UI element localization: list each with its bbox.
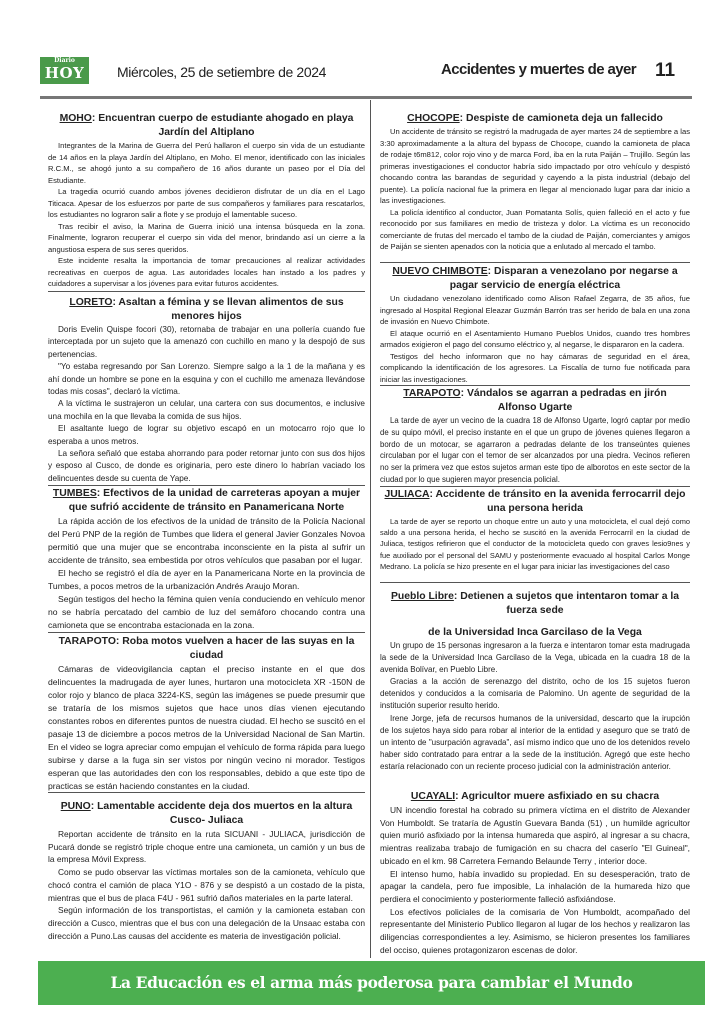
page-number: 11 bbox=[655, 60, 676, 81]
article-place: CHOCOPE bbox=[407, 113, 460, 124]
footer-banner: La Educación es el arma más poderosa para cambiar el Mundo bbox=[38, 961, 705, 1005]
article-place: TARAPOTO bbox=[403, 388, 461, 399]
article bbox=[380, 387, 690, 487]
article-paragraph: Gracias a la acción de serenazgo del distrito, ocho de los 15 sujetos fueron detenidos y conducidos a la comisaria de Palomino. Un agente de seguridad de la institución superior resulto herido. bbox=[380, 677, 690, 711]
article-paragraph: Los efectivos policiales de la comisaria de Von Humboldt, acompañado del representante del Ministerio Publico llegaron al lugar de los hechos y realizaron las diligencias correspondientes a ley. Asimismo, se hicieron presentes los familiares del occiso, quienes protagonizaron escenas de dolor. bbox=[380, 906, 690, 955]
article-place: Pueblo Libre bbox=[390, 591, 454, 602]
article-headline bbox=[380, 790, 690, 804]
article-headline bbox=[48, 296, 365, 324]
article-paragraph: La rápida acción de los efectivos de la unidad de tránsito de la Policía Nacional del Perú PNP de la región de Tumbes que lidera el general Javier Gonzales Novoa permitió que una mujer que se encontraba inconsciente en la pista al sufrir un accidente de tránsito, sea embestida por otros vehículos que pasaban por el lugar. bbox=[48, 516, 365, 565]
logo-big-text: HOY bbox=[44, 64, 85, 82]
column-tick bbox=[370, 100, 371, 108]
headline-text: : Efectivos de la unidad de carreteras apoyan a mujer que sufrió accidente de tránsito en Panamericana Norte bbox=[68, 488, 361, 513]
article-paragraph: El intenso humo, había invadido su propiedad. En su desesperación, trato de apagar la candela, pero fue imposible, La inhalación de la humareda hizo que perdiera el conocimiento y posteriormente falleció asfixiándose. bbox=[380, 868, 690, 904]
article-paragraph: La tragedia ocurrió cuando ambos jóvenes decidieron disfrutar de un día en el Lago Titicaca. Apesar de los esfuerzos por parte de sus compañeros y familiares para rescatarlos, los estudiantes no lograron salir a flote y se produjo el lamentable suceso. bbox=[48, 187, 365, 219]
article-paragraph: Testigos del hecho informaron que no hay cámaras de seguridad en el área, complicando la identificación de los agresores. La Fiscalía de turno fue notificada para iniciar las investigaciones. bbox=[380, 351, 690, 384]
headline-text: : Vándalos se agarran a pedradas en jirón Alfonso Ugarte bbox=[460, 388, 667, 413]
headline-text: : Lamentable accidente deja dos muertos en la altura Cusco- Juliaca bbox=[90, 801, 353, 826]
article-paragraph: El ataque ocurrió en el Asentamiento Humano Pueblos Unidos, cuando tres hombres armados exigieron el pago del consumo eléctrico y, al negarse, le dispararon en la cadera. bbox=[380, 328, 690, 349]
article-paragraph: "Yo estaba regresando por San Lorenzo. Siempre salgo a la 1 de la mañana y es ahí donde un hombre se pone en la esquina y con el cuchillo me amenaza llevándose todas mis cosas", declaró la víctima. bbox=[48, 362, 365, 397]
article-headline bbox=[48, 635, 365, 663]
article-headline-cont: de la Universidad Inca Garcilaso de la Vega bbox=[428, 627, 642, 638]
article-paragraph: La tarde de ayer se reporto un choque entre un auto y una motocicleta, el cual dejó como saldo a una persona herida, el hecho se suscitó en la avenida Ferrocarril en la ciudad de Juliaca, testigos refirieron que el conductor de la motocicleta quedo con graves lesio9nes y fue auxiliado por el personal del SAMU y posteriormente evacuado al hospital Carlos Monge Medrano. La policía se hizo presente en el lugar para iniciar las investigaciones del caso bbox=[380, 517, 690, 571]
article bbox=[48, 296, 365, 486]
article-paragraph: Como se pudo observar las víctimas mortales son de la camioneta, vehículo que chocó contra el camión de placa Y1O - 876 y se despistó a un costado de la pista, mientras que el bus de placa F4U - 961 sufrió daños materiales en la parte lateral. bbox=[48, 867, 365, 903]
article bbox=[48, 487, 365, 633]
issue-date: Miércoles, 25 de setiembre de 2024 bbox=[117, 64, 326, 80]
column-divider bbox=[370, 108, 371, 958]
article-headline bbox=[48, 800, 365, 828]
article-place: MOHO bbox=[59, 113, 92, 124]
article bbox=[380, 790, 690, 955]
headline-text: TARAPOTO: Roba motos vuelven a hacer de las suyas en la ciudad bbox=[58, 636, 355, 661]
article-paragraph: Tras recibir el aviso, la Marina de Guerra inició una intensa búsqueda en la zona. Finalmente, lograron recuperar el cuerpo sin vida del menor, brindando así un cierre a la angustiosa espera de sus seres queridos. bbox=[48, 221, 365, 254]
article bbox=[48, 800, 365, 952]
article-paragraph: Un accidente de tránsito se registró la madrugada de ayer martes 24 de septiembre a las 3:30 aproximadamente a la altura del bypass de Chocope, cuando la camioneta de placa de rodaje t6m812, color rojo vino y de marca Ford, iba en la ruta Paiján – Trujillo. Según las primeras investigaciones el conductor habría sido impactado por otro vehículo y despistó chocando contra las barandas de seguridad y cayendo a la pista industrial (debajo del puente). La policía nacional fue la primera en llegar al mencionado lugar para dar inicio a las investigaciones. bbox=[380, 127, 690, 205]
article-paragraph: La tarde de ayer un vecino de la cuadra 18 de Alfonso Ugarte, logró captar por medio de su quipo móvil, el preciso instante en el que un grupo de jóvenes quienes llegaron a bordo de un motocar, se agarraron a pedradas delante de los transeúntes quienes circulaban por el lugar con el temor de ser alcanzados por una piedra. Vecinos refieren no ser la primera vez que estos sujetos arman este tipo de alborotos en este sector de la ciudad por lo que sugieren mayor presencia policial. bbox=[380, 416, 690, 484]
article-paragraph: Según información de los transportistas, el camión y la camioneta estaban con dirección a Cusco, mientras que el bus con una delegación de la Unsaac estaba con dirección a Puno.Las causas del accidente es materia de investigación policial. bbox=[48, 905, 365, 941]
article-place: NUEVO CHIMBOTE bbox=[392, 266, 488, 277]
article-paragraph: El hecho se registró el día de ayer en la Panamericana Norte en la provincia de Tumbes, a pocos metros de la urbanización Andrés Araujo Moran. bbox=[48, 568, 365, 591]
article bbox=[380, 112, 690, 263]
article-paragraph: Según testigos del hecho la fémina quien venía conduciendo en vehículo menor no se habría percatado del cambio de luz del semáforo chocando contra una camioneta que se encontraba estacionada en la zona. bbox=[48, 594, 365, 630]
article-paragraph: La policía identifico al conductor, Juan Pomatanta Solís, quien falleció en el acto y fue reconocido por sus familiares en medio de tristeza y dolor. La víctima es un reconocido comerciante de frutas del mercado el tambo de la ciudad de Paiján, comerciantes y amigos de Paiján se sienten apenados con la noticia que a enlutado al mercado el tambo. bbox=[380, 207, 690, 251]
article-paragraph: Este incidente resalta la importancia de tomar precauciones al realizar actividades recreativas en cuerpos de agua. Las autoridades locales han instado a los padres y cuidadores a supervisar a los jóvenes para evitar futuros accidentes. bbox=[48, 256, 365, 288]
logo-small-text: Diario bbox=[54, 57, 75, 64]
article-paragraph: A la víctima le sustrajeron un celular, una cartera con sus documentos, e inclusive una mochila en la que llevaba la comida de sus hijos. bbox=[48, 399, 365, 421]
article-paragraph: Reportan accidente de tránsito en la ruta SICUANI - JULIACA, jurisdicción de Pucará donde se registró triple choque entre una camioneta, un camión y un bus de la empresa Móvil Express. bbox=[48, 829, 365, 865]
article-paragraph: Irene Jorge, jefa de recursos humanos de la universidad, descarto que la irupción de los sujetos haya sido para robar al interior de la entidad y aseguro que se trató de un intento de "usurpación agravada", así mismo indico que uno de los detenidos revelo haber sido contratado para entrar a la sede de la institución. Agregó que este hecho estaría relacionado con un reciente proceso judicial con la administración anterior. bbox=[380, 713, 690, 771]
article-place: TUMBES bbox=[52, 488, 97, 499]
article-headline bbox=[48, 112, 365, 140]
headline-text: : Despiste de camioneta deja un fallecido bbox=[459, 113, 663, 124]
article-paragraph: El asaltante luego de lograr su objetivo escapó en un motocarro rojo que lo esperaba a unos metros. bbox=[48, 424, 365, 446]
headline-text: : Disparan a venezolano por negarse a pagar servicio de energía eléctrica bbox=[449, 266, 678, 291]
article-place: UCAYALI bbox=[410, 791, 456, 802]
article-paragraph: Cámaras de videovigilancia captan el preciso instante en el que dos delincuentes la madrugada de ayer lunes, hurtaron una motocicleta XR -150N de color rojo y blanco de placa 3224-KS, según las imágenes se puede presumir que se trataría de los mismos sujetos que hace unos días vienen ejecutando constantes robos en diferentes puntos de nuestra ciudad. El hecho se suscitó en el pasaje 13 de diciembre a pocos metros de la Universidad Nacional de San Martin. En el video se logra apreciar como empujan el vehículo de forma rápida para luego subirse y darse a la fuga sin ser vistos por ningún vecino ni morador. Testigos esperan que las autoridades den con los responsables, debido a que este tipo de practicas se están haciendo constantes en la ciudad. bbox=[48, 664, 365, 791]
article bbox=[48, 112, 365, 292]
article bbox=[380, 488, 690, 583]
headline-text: : Asaltan a fémina y se llevan alimentos de sus menores hijos bbox=[112, 297, 344, 322]
article-paragraph: Integrantes de la Marina de Guerra del Perú hallaron el cuerpo sin vida de un estudiante de 14 años en la playa Jardín del Altiplano, en Moho. El menor, identificado con las iniciales R.C.M., se ahogó junto a su compañero de 16 años durante un paseo por el Día del Estudiante. bbox=[48, 141, 365, 185]
article-headline bbox=[380, 488, 690, 516]
article bbox=[380, 265, 690, 386]
article-headline bbox=[380, 265, 690, 293]
article-headline bbox=[380, 387, 690, 415]
article-paragraph: Un grupo de 15 personas ingresaron a la fuerza e intentaron tomar esta madrugada la sede de la Universidad Inca Garcilaso de la Vega, ubicada en la cuadra 18 de la avenida Bolívar, en Pueblo Libre. bbox=[380, 641, 690, 675]
article bbox=[380, 590, 690, 780]
article-paragraph: UN incendio forestal ha cobrado su primera víctima en el distrito de Alexander Von Humboldt. Se trataría de Agustín Guevara Banda (51) , un humilde agricultor quien murió asfixiado por la intensa humareda que aspiró, al ingresar a su chacra, mientras realizaba trabajo de fumigación en su chacra del caserío "El Guineal", ubicado en el km. 98 Carretera Fernando Belaunde Terry , interior doce. bbox=[380, 805, 690, 866]
article-paragraph: Doris Evelin Quispe focori (30), retornaba de trabajar en una pollería cuando fue interceptada por un sujeto que la amenazó con cuchillo en mano y la despojó de sus pertenencias. bbox=[48, 325, 365, 359]
newspaper-logo bbox=[40, 57, 89, 84]
article-place: LORETO bbox=[69, 297, 113, 308]
article-paragraph: Un ciudadano venezolano identificado como Alison Rafael Zegarra, de 35 años, fue ingresado al Hospital Regional Eleazar Guzmán Barrón tras ser herido de bala en una zona de invasión en Nuevo Chimbote. bbox=[380, 294, 690, 326]
headline-text: : Agricultor muere asfixiado en su chacra bbox=[455, 791, 660, 802]
headline-text: : Detienen a sujetos que intentaron tomar a la fuerza sede bbox=[453, 591, 680, 616]
article-place: PUNO bbox=[60, 801, 91, 812]
article-place: JULIACA bbox=[384, 489, 430, 500]
headline-text: : Encuentran cuerpo de estudiante ahogado en playa Jardín del Altiplano bbox=[91, 113, 354, 138]
section-title: Accidentes y muertes de ayer bbox=[441, 61, 636, 78]
article-headline bbox=[48, 487, 365, 515]
article bbox=[48, 635, 365, 793]
article-headline bbox=[380, 590, 690, 618]
article-headline bbox=[380, 112, 690, 126]
header-rule bbox=[40, 96, 692, 99]
headline-text: : Accidente de tránsito en la avenida ferrocarril dejo una persona herida bbox=[429, 489, 686, 514]
article-paragraph: La señora señaló que estaba ahorrando para poder retornar junto con sus dos hijos y esposo al Cusco, de donde es originaria, pero este dinero lo habrían vaciado los delincuentes desde su cuenta de Yape. bbox=[48, 449, 365, 483]
